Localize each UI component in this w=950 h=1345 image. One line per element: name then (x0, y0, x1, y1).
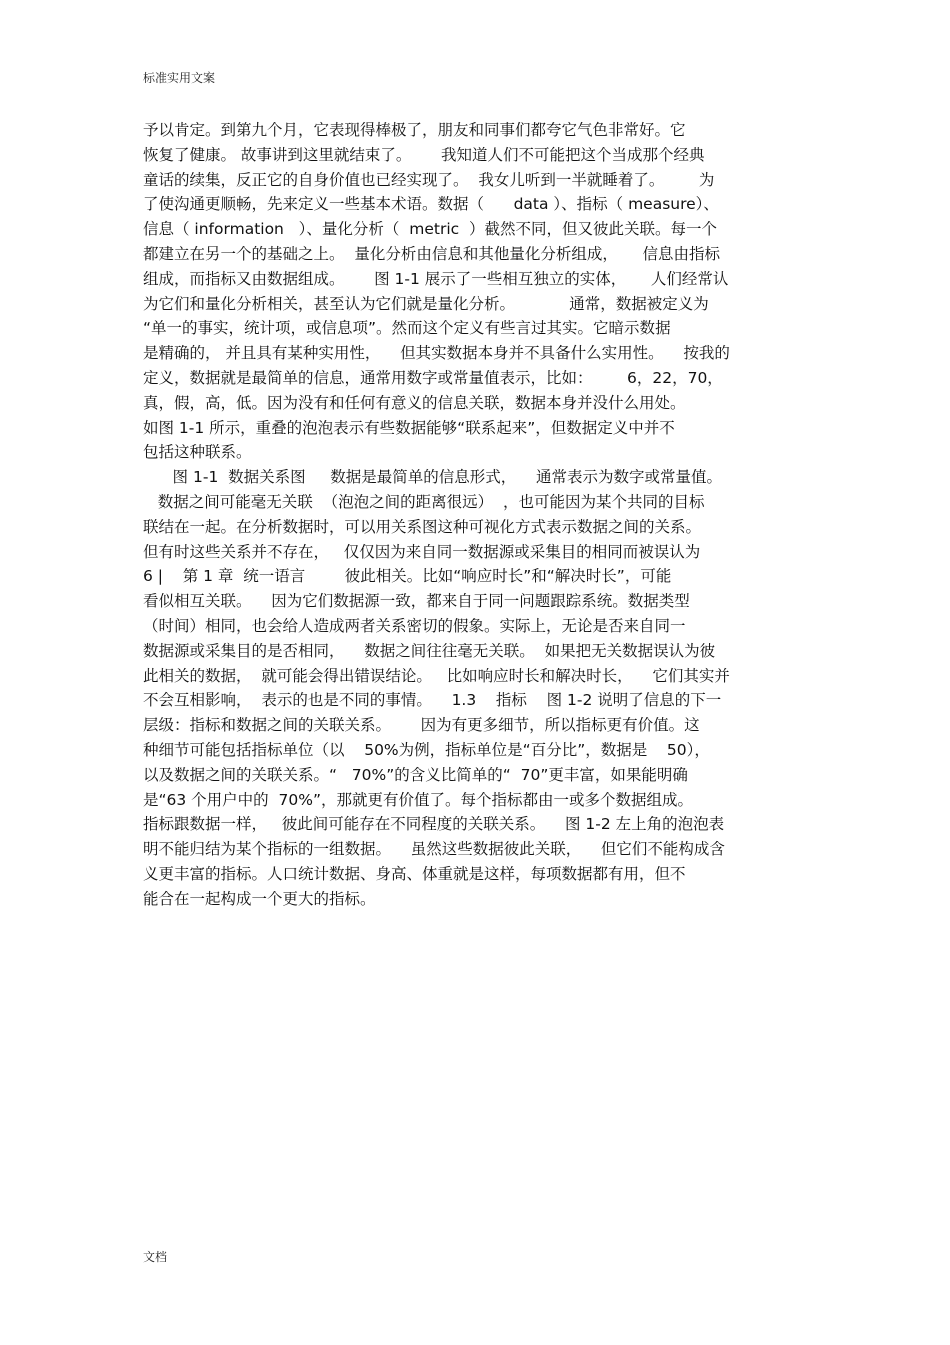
body-text-line: 层级：指标和数据之间的关联关系。 因为有更多细节，所以指标更有价值。这 (143, 716, 700, 735)
body-text-line: 为它们和量化分析相关，甚至认为它们就是量化分析。 通常，数据被定义为 (143, 294, 709, 313)
page-footer: 文档 (143, 1250, 168, 1264)
body-text-line: 组成，而指标又由数据组成。 图 1-1 展示了一些相互独立的实体， 人们经常认 (143, 269, 729, 288)
body-text-line: 能合在一起构成一个更大的指标。 (143, 889, 376, 908)
body-text-line: 种细节可能包括指标单位（以 50%为例，指标单位是“百分比”，数据是 50）， (143, 740, 710, 759)
body-text-line: （时间）相同，也会给人造成两者关系密切的假象。实际上，无论是否来自同一 (143, 616, 686, 635)
body-text-line: 如图 1-1 所示，重叠的泡泡表示有些数据能够“联系起来”，但数据定义中并不 (143, 418, 675, 437)
body-text-line: 联结在一起。在分析数据时，可以用关系图这种可视化方式表示数据之间的关系。 (143, 517, 702, 536)
body-text-line: 但有时这些关系并不存在， 仅仅因为来自同一数据源或采集目的相同而被误认为 (143, 542, 701, 561)
body-text-line: 数据之间可能毫无关联 （泡泡之间的距离很远） ，也可能因为某个共同的目标 (143, 492, 705, 511)
body-text-line: 信息（ information ）、量化分析（ metric ）截然不同，但又彼此关联。每一个 (143, 220, 718, 239)
body-text-line: 是“63 个用户中的 70%”，那就更有价值了。每个指标都由一或多个数据组成。 (143, 790, 694, 809)
body-text-line: 看似相互关联。 因为它们数据源一致，都来自于同一问题跟踪系统。数据类型 (143, 592, 690, 611)
body-text-line: 义更丰富的指标。人口统计数据、身高、体重就是这样，每项数据都有用，但不 (143, 864, 686, 883)
document-body (143, 118, 813, 912)
body-text-line: 了使沟通更顺畅，先来定义一些基本术语。数据（ data ）、指标（ measure）、 (143, 195, 719, 214)
body-text-line: 予以肯定。到第九个月，它表现得棒极了，朋友和同事们都夸它气色非常好。它 (143, 121, 686, 139)
body-text-line: 真，假，高，低。因为没有和任何有意义的信息关联，数据本身并没什么用处。 (143, 393, 686, 412)
body-text-line: 此相关的数据， 就可能会得出错误结论。 比如响应时长和解决时长， 它们其实并 (143, 666, 730, 685)
body-text-line: 童话的续集，反正它的自身价值也已经实现了。 我女儿听到一半就睡着了。 为 (143, 170, 715, 189)
body-text-line: 明不能归结为某个指标的一组数据。 虽然这些数据彼此关联， 但它们不能构成含 (143, 840, 725, 859)
body-text-line: 图 1-1 数据关系图 数据是最简单的信息形式， 通常表示为数字或常量值。 (143, 468, 723, 487)
body-text-line: 以及数据之间的关联关系。“ 70%”的含义比简单的“ 70”更丰富，如果能明确 (143, 765, 688, 784)
body-text-line: 不会互相影响， 表示的也是不同的事情。 1.3 指标 图 1-2 说明了信息的下一 (143, 691, 722, 710)
body-text-line: 都建立在另一个的基础之上。 量化分析由信息和其他量化分析组成， 信息由指标 (143, 244, 720, 263)
body-text-line: 6 | 第 1 章 统一语言 彼此相关。比如“响应时长”和“解决时长”，可能 (143, 567, 672, 586)
body-text-line: 数据源或采集目的是否相同， 数据之间往往毫无关联。 如果把无关数据误认为彼 (143, 641, 716, 660)
body-text-line: 是精确的， 并且具有某种实用性， 但其实数据本身并不具备什么实用性。 按我的 (143, 344, 730, 363)
body-text-line: “单一的事实，统计项，或信息项”。然而这个定义有些言过其实。它暗示数据 (143, 319, 671, 338)
body-text-line: 包括这种联系。 (143, 443, 252, 462)
body-text-line: 指标跟数据一样， 彼此间可能存在不同程度的关联关系。 图 1-2 左上角的泡泡表 (143, 815, 725, 834)
body-text-line: 定义，数据就是最简单的信息，通常用数字或常量值表示，比如： 6，22，70， (143, 368, 723, 387)
body-text-line: 恢复了健康。 故事讲到这里就结束了。 我知道人们不可能把这个当成那个经典 (143, 145, 705, 164)
page-header: 标准实用文案 (143, 71, 216, 85)
